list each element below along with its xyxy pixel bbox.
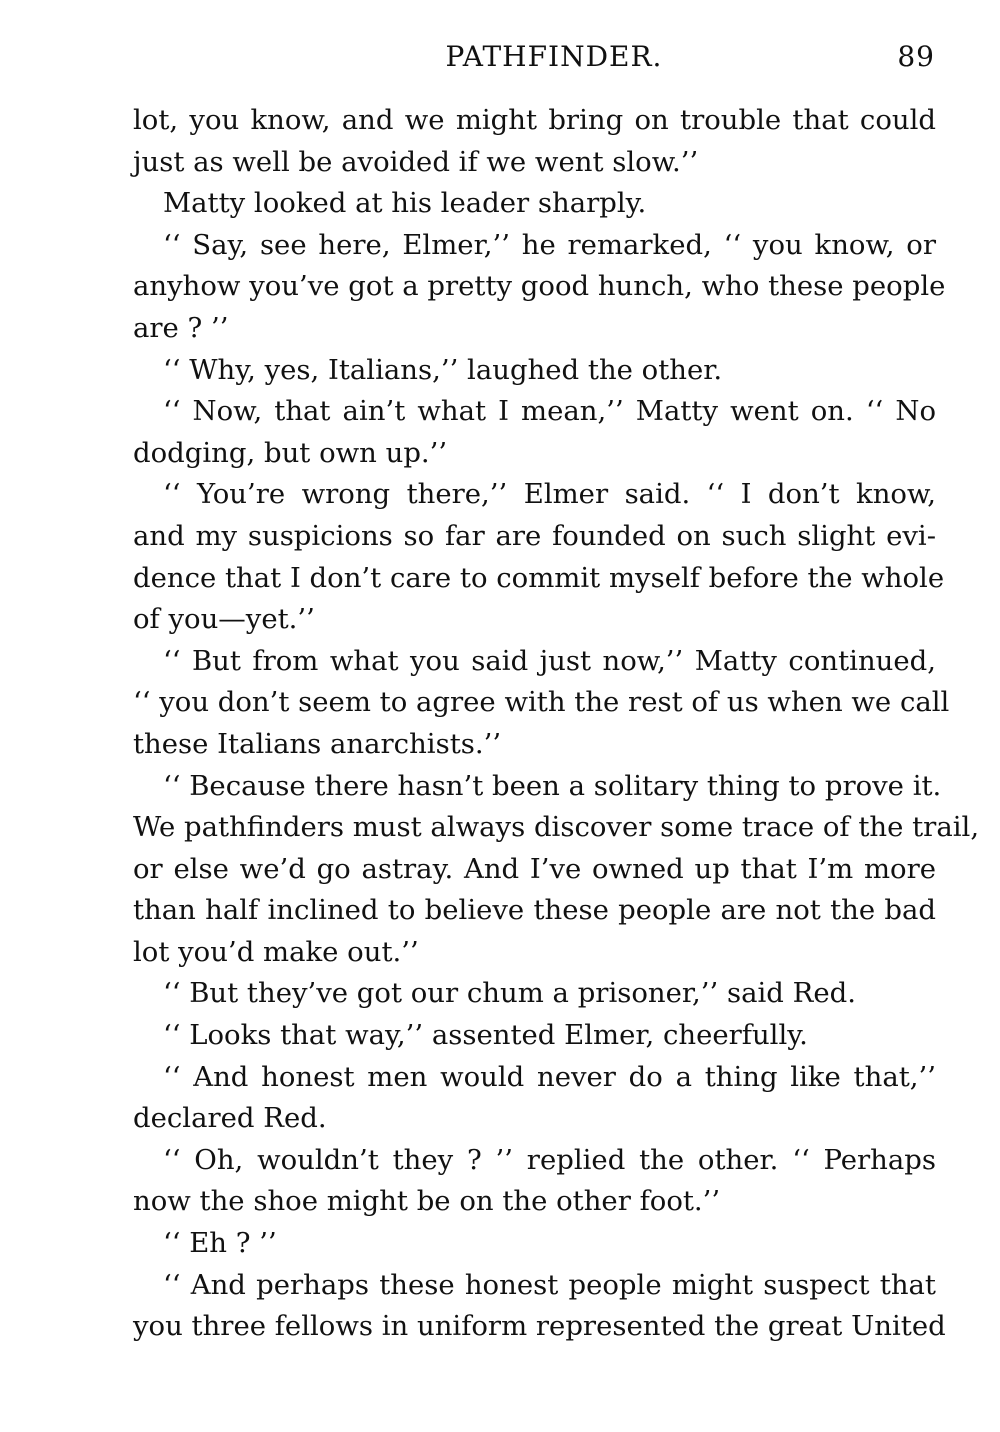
text-line: ‘‘ Say, see here, Elmer,’’ he remarked, ‘‘ you know, or — [163, 228, 936, 261]
text-line: ‘‘ And perhaps these honest people might suspect that — [163, 1268, 936, 1301]
text-line: you three fellows in uniform represented the great United — [133, 1310, 946, 1343]
text-line: ‘‘ Now, that ain’t what I mean,’’ Matty went on. ‘‘ No — [163, 395, 936, 428]
text-line: and my suspicions so far are founded on such slight evi- — [133, 519, 936, 552]
running-title: PATHFINDER. — [445, 40, 663, 73]
text-line: anyhow you’ve got a pretty good hunch, who these people — [133, 270, 946, 303]
text-line: just as well be avoided if we went slow.’’ — [133, 145, 699, 178]
text-line: ‘‘ you don’t seem to agree with the rest of us when we call — [133, 686, 950, 719]
text-line: ‘‘ Oh, wouldn’t they ? ’’ replied the other. ‘‘ Perhaps — [163, 1143, 936, 1176]
text-line: of you—yet.’’ — [133, 603, 315, 636]
text-line: than half inclined to believe these people are not the bad — [133, 894, 936, 927]
text-line: ‘‘ But from what you said just now,’’ Matty continued, — [163, 644, 936, 677]
text-line: We pathfinders must always discover some trace of the trail, — [133, 811, 980, 844]
text-line: lot, you know, and we might bring on trouble that could — [133, 104, 936, 136]
text-line: ‘‘ And honest men would never do a thing like that,’’ — [163, 1060, 936, 1093]
text-line: ‘‘ You’re wrong there,’’ Elmer said. ‘‘ I don’t know, — [163, 478, 936, 511]
text-line: ‘‘ Why, yes, Italians,’’ laughed the other. — [163, 353, 723, 386]
text-line: ‘‘ Looks that way,’’ assented Elmer, cheerfully. — [163, 1019, 808, 1052]
text-line: now the shoe might be on the other foot.’’ — [133, 1185, 721, 1218]
body-text — [133, 100, 980, 1348]
page-number: 89 — [897, 40, 935, 73]
text-line: ‘‘ Eh ? ’’ — [163, 1227, 277, 1260]
page-header — [133, 40, 935, 82]
text-line: dence that I don’t care to commit myself before the whole — [133, 561, 945, 594]
text-line: lot you’d make out.’’ — [133, 935, 419, 968]
text-line: ‘‘ Because there hasn’t been a solitary thing to prove it. — [163, 769, 942, 802]
text-line: declared Red. — [133, 1102, 327, 1135]
text-line: dodging, but own up.’’ — [133, 436, 448, 469]
text-line: these Italians anarchists.’’ — [133, 727, 502, 760]
text-line: or else we’d go astray. And I’ve owned up that I’m more — [133, 852, 936, 885]
text-line: are ? ’’ — [133, 311, 229, 344]
text-line: Matty looked at his leader sharply. — [163, 187, 647, 220]
text-line: ‘‘ But they’ve got our chum a prisoner,’’ said Red. — [163, 977, 856, 1010]
